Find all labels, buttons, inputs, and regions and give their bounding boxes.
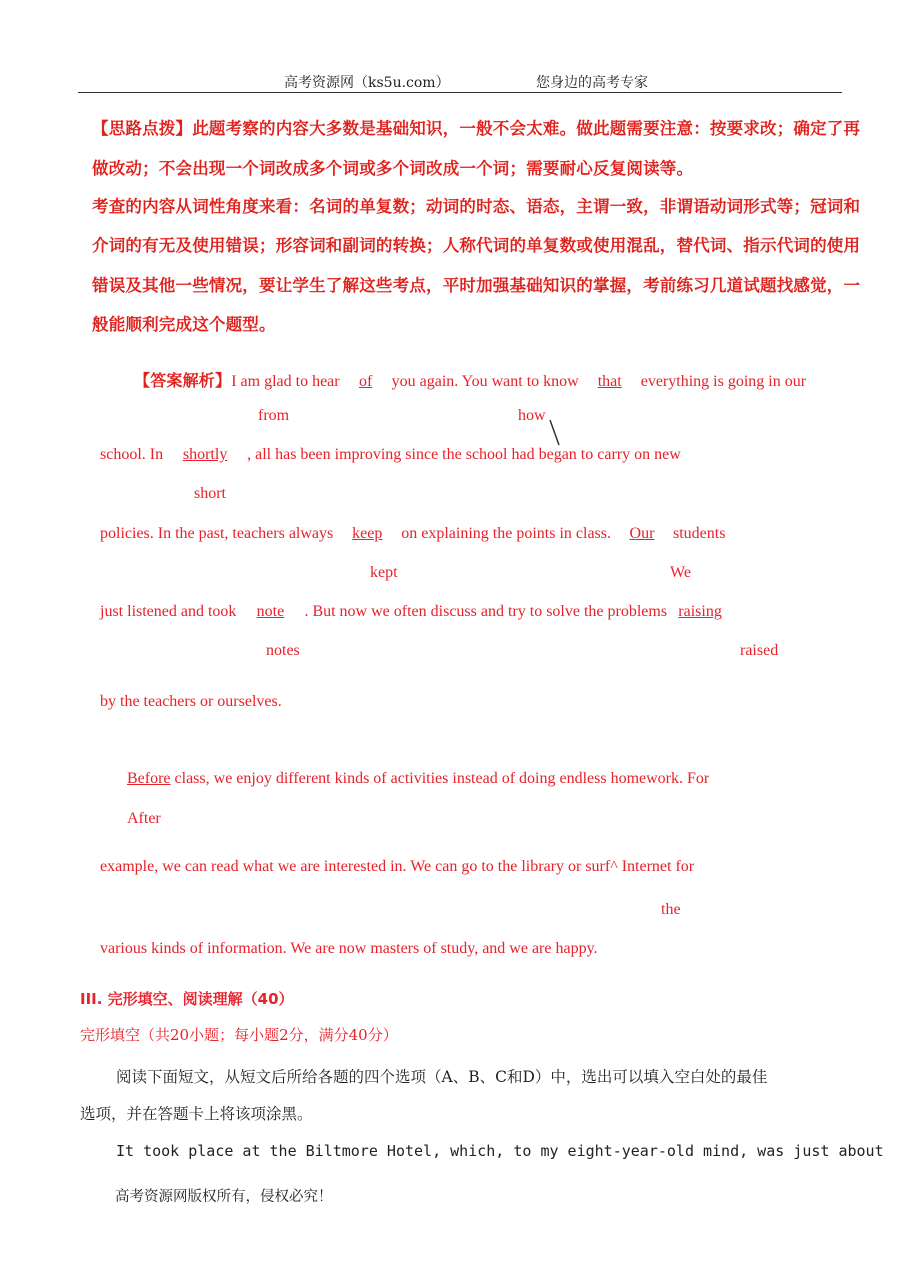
correction-3: short (194, 485, 226, 502)
blank-1: of (358, 373, 373, 390)
section-subtitle: 完形填空（共20小题；每小题2分，满分40分） (80, 1026, 398, 1044)
footer-copyright: 高考资源网版权所有，侵权必究！ (115, 1189, 333, 1205)
blank-7: raising (678, 603, 722, 620)
section-title: III. 完形填空、阅读理解（40） (80, 990, 294, 1008)
blank-6: note (256, 603, 285, 620)
header-slogan: 您身边的高考专家 (536, 75, 648, 91)
insert-caret: ^ (610, 858, 618, 875)
answer-line-6: Before class, we enjoy different kinds of activities instead of doing endless homework. For (127, 770, 710, 787)
header-site: 高考资源网（ks5u.com） (284, 75, 450, 91)
answer-line-1: 【答案解析】I am glad to hear of you again. You want to know that everything is going in our (134, 371, 807, 390)
instruction-line-2: 选项，并在答题卡上将该项涂黑。 (80, 1105, 313, 1123)
blank-5: Our (629, 525, 655, 542)
instruction-line-1: 阅读下面短文，从短文后所给各题的四个选项（A、B、C和D）中，选出可以填入空白处的最佳 (116, 1068, 768, 1086)
answer-line-8: various kinds of information. We are now masters of study, and we are happy. (100, 940, 598, 957)
insert-caret-mark (548, 418, 562, 448)
correction-8: After (127, 810, 161, 827)
answer-label: 【答案解析】 (134, 371, 232, 390)
correction-7: raised (740, 642, 779, 659)
correction-1: from (258, 407, 290, 424)
correction-4: kept (370, 564, 398, 581)
answer-line-5: by the teachers or ourselves. (100, 693, 282, 710)
blank-8: Before (127, 770, 171, 787)
correction-9: the (661, 901, 681, 918)
hint-line-1: 【思路点拨】此题考察的内容大多数是基础知识，一般不会太难。做此题需要注意：按要求改；确定了再 (92, 119, 861, 138)
answer-line-4: just listened and took note . But now we often discuss and try to solve the problems raising (100, 603, 733, 621)
hint-line-2: 做改动；不会出现一个词改成多个词或多个词改成一个词；需要耐心反复阅读等。 (92, 159, 694, 178)
hint-line-3: 考查的内容从词性角度来看：名词的单复数；动词的时态、语态，主谓一致，非谓语动词形式等；冠词和 (92, 197, 861, 216)
correction-6: notes (266, 642, 300, 659)
passage-line-1: It took place at the Biltmore Hotel, which, to my eight-year-old mind, was just about (116, 1142, 884, 1160)
correction-5: We (670, 564, 691, 581)
hint-line-5: 错误及其他一些情况，要让学生了解这些考点，平时加强基础知识的掌握，考前练习几道试题找感觉，一 (92, 276, 861, 295)
answer-line-7: example, we can read what we are interested in. We can go to the library or surf^ Internet for (100, 858, 695, 875)
answer-line-2: school. In shortly , all has been improving since the school had began to carry on new (100, 446, 681, 463)
hint-line-6: 般能顺利完成这个题型。 (92, 315, 276, 334)
blank-3: shortly (182, 446, 228, 463)
blank-4: keep (352, 525, 383, 542)
header-rule (78, 92, 842, 93)
blank-2: that (597, 373, 622, 390)
answer-line-3: policies. In the past, teachers always keep on explaining the points in class. Our students (100, 525, 726, 542)
hint-line-4: 介词的有无及使用错误；形容词和副词的转换；人称代词的单复数或使用混乱，替代词、指示代词的使用 (92, 236, 861, 255)
correction-2: how (518, 407, 546, 424)
